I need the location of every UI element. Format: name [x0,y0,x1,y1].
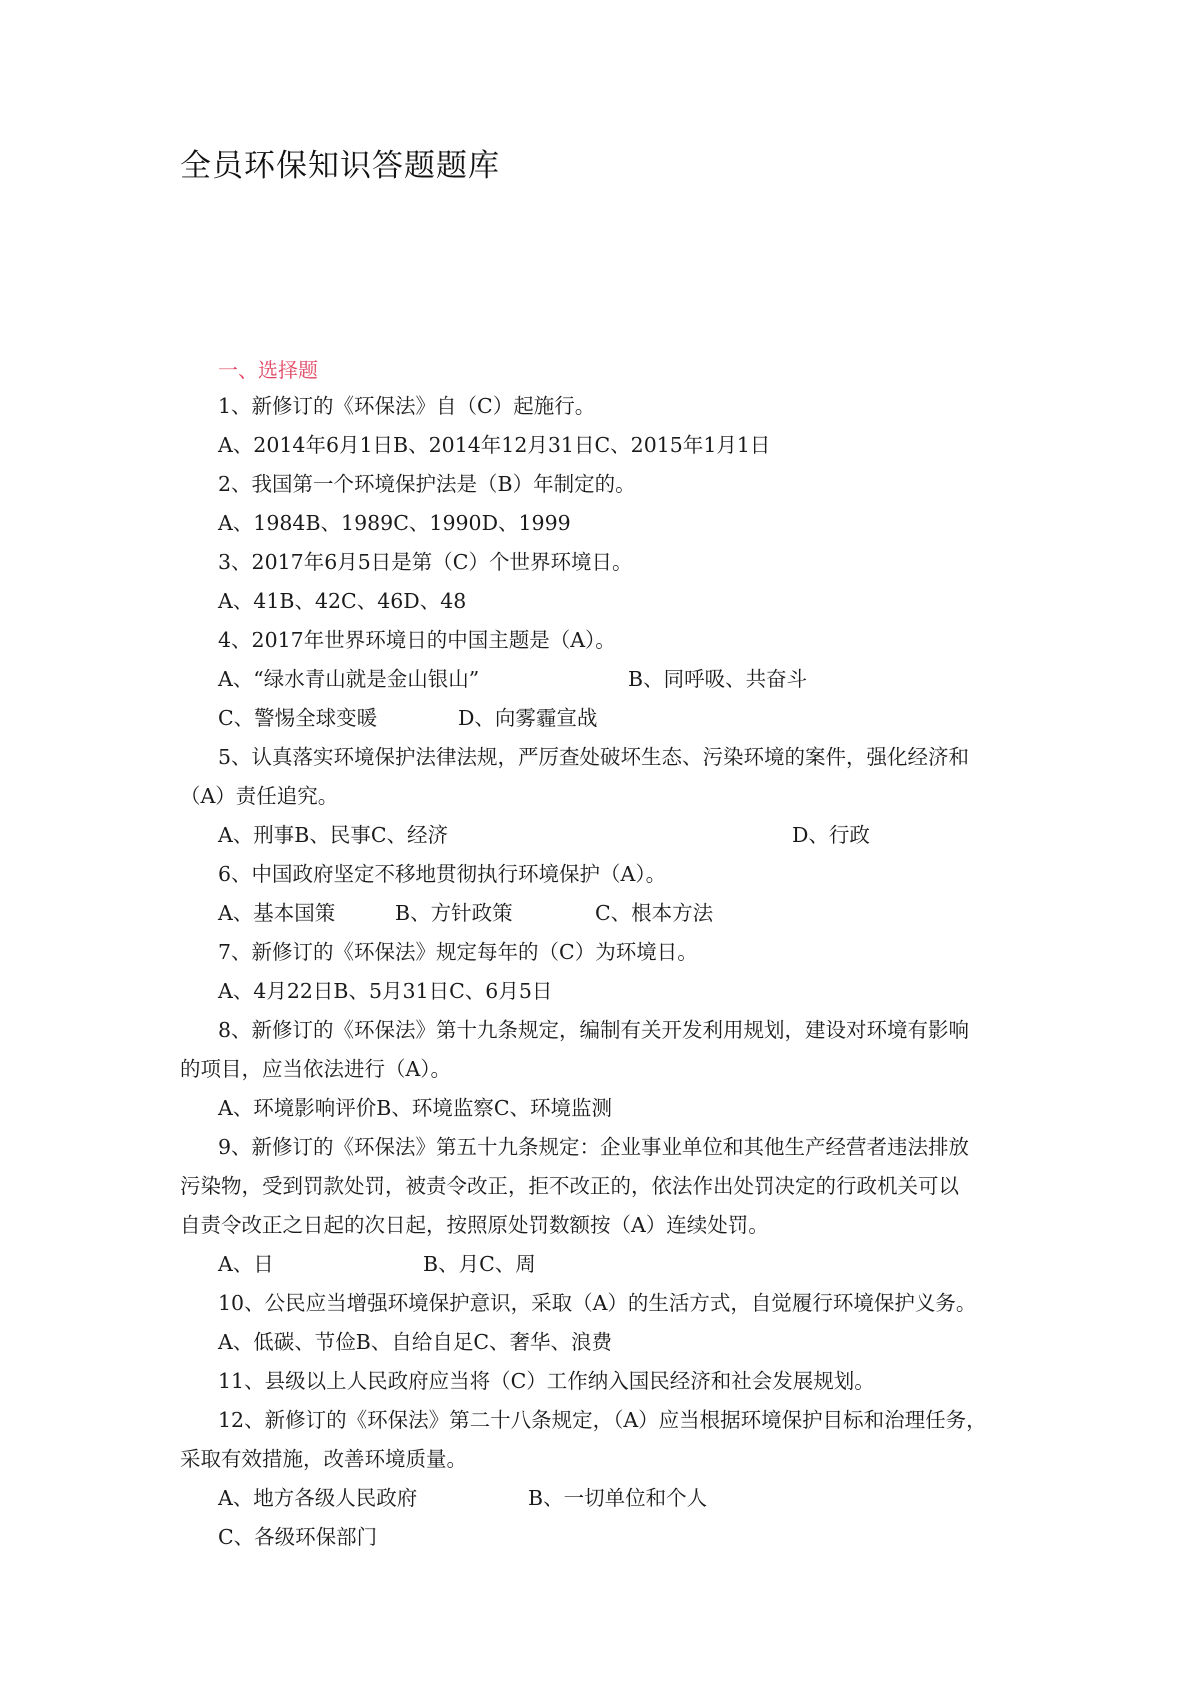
question-9-continued-1: 污染物，受到罚款处罚，被责令改正，拒不改正的，依法作出处罚决定的行政机关可以 [180,1174,959,1198]
option-d: D、行政 [792,823,870,847]
question-12-continued: 采取有效措施，改善环境质量。 [180,1447,467,1471]
question-9-continued-2: 自责令改正之日起的次日起，按照原处罚数额按（A）连续处罚。 [180,1213,769,1237]
question-10-options: A、低碳、节俭B、自给自足C、奢华、浪费 [218,1330,613,1354]
question-8: 8、新修订的《环保法》第十九条规定，编制有关开发利用规划，建设对环境有影响 [218,1018,970,1042]
question-8-options: A、环境影响评价B、环境监察C、环境监测 [218,1096,613,1120]
option-b: B、一切单位和个人 [528,1486,708,1510]
question-9-options [218,1251,1118,1277]
question-4: 4、2017年世界环境日的中国主题是（A）。 [218,628,616,652]
question-2: 2、我国第一个环境保护法是（B）年制定的。 [218,472,636,496]
question-4-options-row-2 [218,705,1118,731]
question-7: 7、新修订的《环保法》规定每年的（C）为环境日。 [218,940,698,964]
option-a: A、基本国策 [218,901,336,925]
question-4-options-row-1 [218,666,1118,692]
question-3-options: A、41B、42C、46D、48 [218,589,467,613]
option-c: C、警惕全球变暖 [218,706,378,730]
question-12: 12、新修订的《环保法》第二十八条规定，（A）应当根据环境保护目标和治理任务， [218,1408,987,1432]
option-b: B、同呼吸、共奋斗 [628,667,808,691]
question-5-continued: （A）责任追究。 [180,784,339,808]
question-2-options: A、1984B、1989C、1990D、1999 [218,511,571,535]
question-9: 9、新修订的《环保法》第五十九条规定：企业事业单位和其他生产经营者违法排放 [218,1135,970,1159]
question-5: 5、认真落实环境保护法律法规，严厉查处破坏生态、污染环境的案件，强化经济和 [218,745,970,769]
option-b: B、方针政策 [395,901,513,925]
option-c: C、根本方法 [595,901,714,925]
option-abc: A、刑事B、民事C、经济 [218,823,449,847]
option-bc: B、月C、周 [423,1252,536,1276]
question-10: 10、公民应当增强环境保护意识，采取（A）的生活方式，自觉履行环境保护义务。 [218,1291,977,1315]
option-a: A、“绿水青山就是金山银山” [218,667,480,691]
option-a: A、日 [218,1252,274,1276]
question-6-options [218,900,1118,926]
question-12-options-row-2: C、各级环保部门 [218,1525,378,1549]
question-5-options [218,822,1118,848]
option-d: D、向雾霾宣战 [458,706,598,730]
section-heading: 一、选择题 [218,358,318,382]
question-3: 3、2017年6月5日是第（C）个世界环境日。 [218,550,633,574]
question-1-options: A、2014年6月1日B、2014年12月31日C、2015年1月1日 [218,433,771,457]
question-12-options-row-1 [218,1485,1118,1511]
page-title: 全员环保知识答题题库 [180,148,500,184]
question-1: 1、新修订的《环保法》自（C）起施行。 [218,394,596,418]
question-7-options: A、4月22日B、5月31日C、6月5日 [218,979,553,1003]
question-11: 11、县级以上人民政府应当将（C）工作纳入国民经济和社会发展规划。 [218,1369,875,1393]
option-a: A、地方各级人民政府 [218,1486,418,1510]
question-8-continued: 的项目，应当依法进行（A）。 [180,1057,452,1081]
question-6: 6、中国政府坚定不移地贯彻执行环境保护（A）。 [218,862,667,886]
